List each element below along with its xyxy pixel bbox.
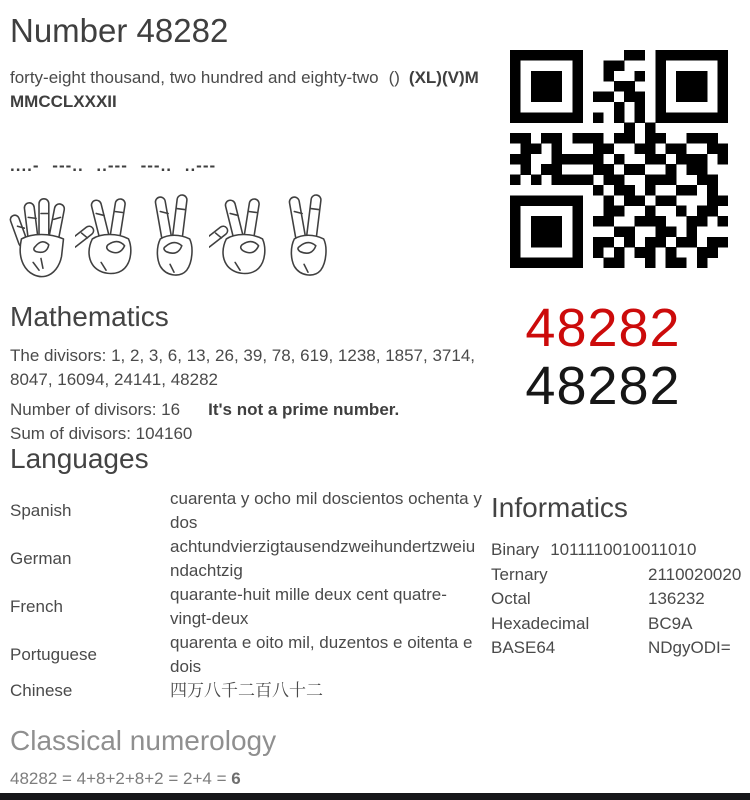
- prime-note: It's not a prime number.: [208, 400, 400, 419]
- empty-parens: (): [388, 68, 400, 87]
- divisors-label: The divisors:: [10, 346, 112, 365]
- divisor-count-label: Number of divisors:: [10, 400, 162, 419]
- hand-sign-8-icon: [75, 190, 139, 280]
- hand-signs: [8, 190, 340, 280]
- language-label: French: [10, 597, 63, 616]
- language-value: cuarenta y ocho mil doscientos ochenta y dos: [170, 489, 482, 532]
- divisor-sum-label: Sum of divisors:: [10, 424, 136, 443]
- hand-sign-4-icon: [8, 190, 72, 280]
- qr-code: [510, 50, 728, 268]
- informatics-label: BASE64: [491, 638, 556, 657]
- language-value: 四万八千二百八十二: [170, 681, 323, 700]
- language-row: [10, 487, 482, 535]
- numerology-formula: [10, 769, 241, 789]
- language-label: Portuguese: [10, 645, 97, 664]
- language-value: quarenta e oito mil, duzentos e oitenta e dois: [170, 633, 473, 676]
- numerology-expression: 48282 = 4+8+2+8+2 = 2+4 =: [10, 769, 232, 788]
- language-label: Chinese: [10, 681, 73, 700]
- roman-numeral: (XL)(V)MMMCCLXXXII: [10, 68, 479, 111]
- big-number-display: [482, 299, 724, 415]
- divisors-list: 1, 2, 3, 6, 13, 26, 39, 78, 619, 1238, 1857, 3714, 8047, 16094, 24141, 48282: [10, 346, 475, 389]
- language-label: Spanish: [10, 501, 72, 520]
- informatics-label: Ternary: [491, 564, 548, 584]
- informatics-value: 136232: [648, 589, 705, 608]
- divisor-count-line: [10, 398, 484, 422]
- language-value: achtundvierzigtausendzweihundertzweiundachtzig: [170, 537, 476, 580]
- big-number-black: 48282: [525, 356, 681, 416]
- language-value: quarante-huit mille deux cent quatre-vingt-deux: [170, 585, 447, 628]
- page-title: Number 48282: [10, 12, 229, 49]
- informatics-row: [491, 636, 747, 661]
- language-row: [10, 631, 482, 679]
- footer-bar: [0, 793, 750, 800]
- informatics-value: NDgyODI=: [648, 638, 731, 657]
- informatics-value: 1011110010011010: [550, 540, 697, 559]
- informatics-heading: Informatics: [491, 492, 628, 523]
- informatics-row: [491, 587, 747, 612]
- divisor-count-value: 16: [161, 400, 181, 419]
- language-row: [10, 679, 482, 703]
- hand-sign-8-icon: [209, 190, 273, 280]
- big-number-red: 48282: [525, 298, 681, 358]
- mathematics-heading: Mathematics: [10, 301, 169, 332]
- informatics-label: Octal: [491, 589, 531, 608]
- informatics-row: [491, 563, 747, 588]
- languages-heading: Languages: [10, 443, 149, 474]
- informatics-value: BC9A: [648, 613, 693, 633]
- hand-sign-2-icon: [142, 190, 206, 280]
- number-word-forms: [10, 66, 480, 114]
- hand-sign-2-icon: [276, 190, 340, 280]
- informatics-row: [491, 538, 747, 563]
- mathematics-body: [10, 344, 484, 446]
- informatics-table: [491, 538, 747, 661]
- language-row: [10, 583, 482, 631]
- informatics-row: [491, 612, 747, 637]
- divisor-sum-value: 104160: [135, 424, 193, 443]
- language-label: German: [10, 549, 72, 568]
- language-row: [10, 535, 482, 583]
- divisors-line: [10, 344, 484, 392]
- morse-code: ....- ---.. ..--- ---.. ..---: [10, 156, 217, 175]
- number-in-words: forty-eight thousand, two hundred and eighty-two: [10, 68, 379, 87]
- informatics-label: Binary: [491, 540, 540, 559]
- informatics-label: Hexadecimal: [491, 613, 590, 633]
- numerology-heading: Classical numerology: [10, 725, 277, 756]
- numerology-result: 6: [231, 769, 241, 788]
- informatics-value: 2110020020: [648, 564, 742, 584]
- languages-table: [10, 487, 482, 703]
